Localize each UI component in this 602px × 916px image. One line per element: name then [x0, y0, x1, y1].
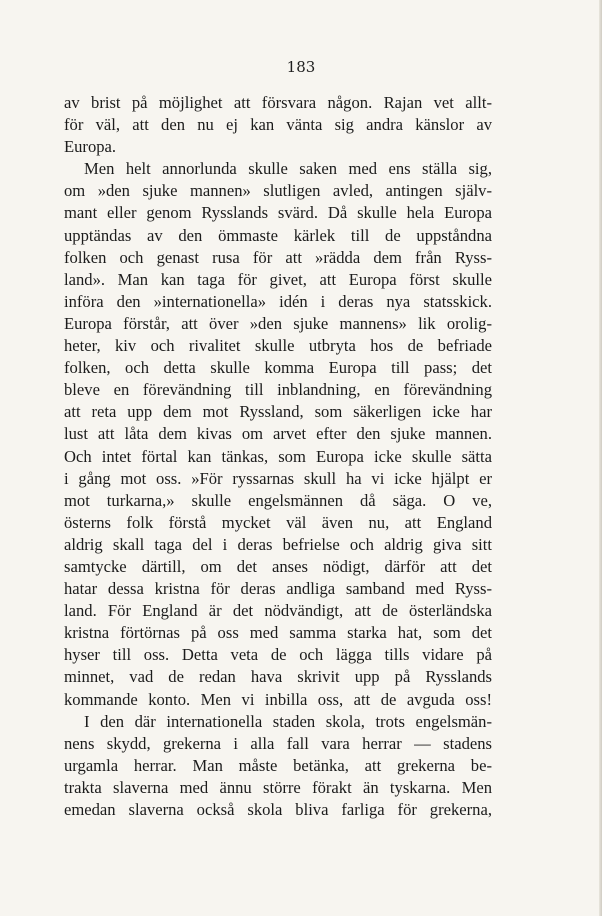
text-line: mant eller genom Rysslands svärd. Då skulle hela Europa — [64, 203, 492, 223]
text-line: Europa förstår, att över »den sjuke mannens» lik orolig- — [64, 313, 492, 333]
text-line: Men helt annorlunda skulle saken med ens ställa sig, — [84, 159, 492, 179]
text-line: aldrig skall taga del i deras befrielse och aldrig giva sitt — [64, 534, 492, 554]
text-line: trakta slaverna med ännu större förakt än tyskarna. Men — [64, 777, 492, 797]
text-line: Och intet förtal kan tänkas, som Europa icke skulle sätta — [64, 446, 492, 466]
text-line: folken, och detta skulle komma Europa till pass; det — [64, 358, 492, 378]
text-line: lust att låta dem kivas om arvet efter den sjuke mannen. — [64, 424, 492, 444]
text-line: för väl, att den nu ej kan vänta sig andra känslor av — [64, 115, 492, 135]
text-line: samtycke därtill, om det anses nödigt, därför att det — [64, 556, 492, 576]
text-line: kristna förtörnas på oss med samma starka hat, som det — [64, 623, 492, 643]
text-line: av brist på möjlighet att försvara någon. Rajan vet allt- — [64, 93, 492, 112]
text-line: emedan slaverna också skola bliva farliga för grekerna, — [64, 800, 492, 819]
text-line: minnet, vad de redan hava skrivit upp på Rysslands — [64, 667, 492, 687]
text-line: kommande konto. Men vi inbilla oss, att de avguda oss! — [64, 689, 492, 709]
text-line: mot turkarna,» skulle engelsmännen då säga. O ve, — [64, 490, 492, 510]
text-line: införa den »internationella» idén i deras nya statsskick. — [64, 291, 492, 311]
text-line: bleve en förevändning till inblandning, en förevändning — [64, 380, 492, 400]
text-line: om »den sjuke mannen» slutligen avled, antingen själv- — [64, 181, 492, 201]
text-line: Europa. — [64, 137, 117, 157]
text-line: land». Man kan taga för givet, att Europa först skulle — [64, 269, 492, 289]
text-line: I den där internationella staden skola, trots engelsmän- — [84, 711, 492, 731]
text-line: hatar dessa kristna för deras andliga samband med Ryss- — [64, 579, 492, 599]
text-line: hyser till oss. Detta veta de och lägga tills vidare på — [64, 645, 492, 665]
text-line: folken och genast rusa för att »rädda dem från Ryss- — [64, 247, 492, 267]
text-line: upptändas av den ömmaste kärlek till de uppståndna — [64, 225, 492, 245]
text-line: urgamla herrar. Man måste betänka, att grekerna be- — [64, 755, 492, 775]
text-line: nens skydd, grekerna i alla fall vara herrar — stadens — [64, 733, 492, 753]
page-number: 183 — [286, 58, 316, 76]
text-line: österns folk förstå mycket väl även nu, att England — [64, 512, 492, 532]
text-line: heter, kiv och rivalitet skulle utbryta hos de befriade — [64, 336, 492, 356]
body-text — [64, 92, 492, 821]
text-line: land. För England är det nödvändigt, att de österländska — [64, 601, 492, 621]
text-line: att reta upp dem mot Ryssland, som säkerligen icke har — [64, 402, 492, 422]
text-line: i gång mot oss. »För ryssarnas skull ha vi icke hjälpt er — [64, 468, 492, 488]
